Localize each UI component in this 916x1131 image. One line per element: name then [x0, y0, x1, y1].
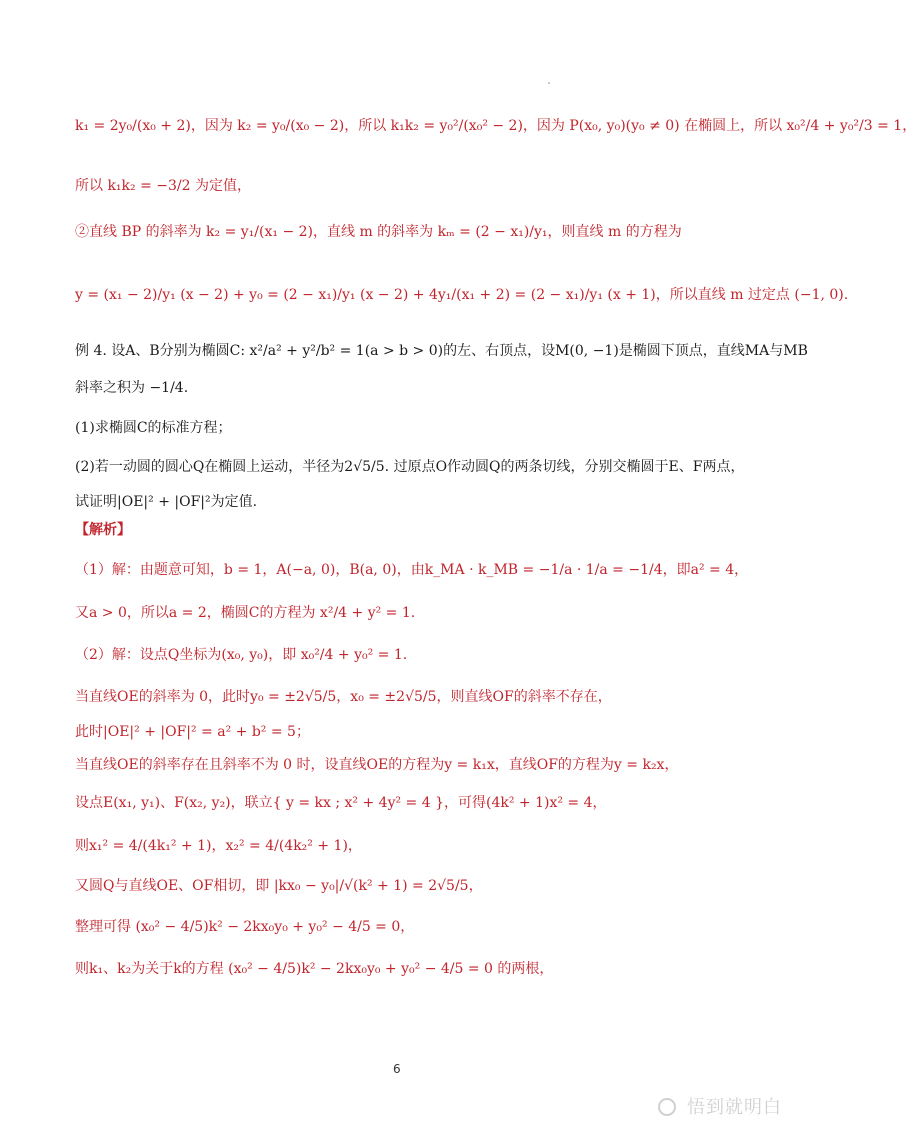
question-2-cont: 试证明|OE|² + |OF|²为定值.: [75, 494, 258, 510]
watermark: [658, 1093, 782, 1119]
example-4-statement-2: 斜率之积为 −1/4.: [75, 380, 189, 396]
solution-1-line-2: 又a > 0，所以a = 2，椭圆C的方程为 x²/4 + y² = 1.: [75, 605, 416, 621]
solution-1-line-1: （1）解：由题意可知，b = 1，A(−a, 0)，B(a, 0)，由k_MA · k_MB = −1/a · 1/a = −1/4，即a² = 4，: [75, 562, 749, 578]
page-number: 6: [393, 1062, 401, 1076]
solution-2-line-5: 设点E(x₁, y₁)、F(x₂, y₂)，联立{ y = kx ; x² + 4y² = 4 }，可得(4k² + 1)x² = 4，: [75, 795, 607, 811]
solution-2-line-9: 则k₁、k₂为关于k的方程 (x₀² − 4/5)k² − 2kx₀y₀ + y₀² − 4/5 = 0 的两根，: [75, 961, 554, 977]
solution-2-line-8: 整理可得 (x₀² − 4/5)k² − 2kx₀y₀ + y₀² − 4/5 = 0，: [75, 919, 415, 935]
solution-2-line-3: 此时|OE|² + |OF|² = a² + b² = 5；: [75, 724, 310, 740]
watermark-logo-icon: [658, 1098, 676, 1116]
example-4-statement: 例 4. 设A、B分别为椭圆C: x²/a² + y²/b² = 1(a > b > 0)的左、右顶点，设M(0, −1)是椭圆下顶点，直线MA与MB: [75, 343, 808, 359]
watermark-text: 悟到就明白: [687, 1097, 782, 1118]
stray-dot: [548, 82, 550, 84]
solution-2-line-1: （2）解：设点Q坐标为(x₀, y₀)，即 x₀²/4 + y₀² = 1.: [75, 647, 408, 663]
solution-2-line-7: 又圆Q与直线OE、OF相切，即 |kx₀ − y₀|/√(k² + 1) = 2√5/5，: [75, 878, 483, 894]
solution-2-line-2: 当直线OE的斜率为 0，此时y₀ = ±2√5/5，x₀ = ±2√5/5，则直线OF的斜率不存在，: [75, 689, 612, 705]
text-line-2: 所以 k₁k₂ = −3/2 为定值，: [75, 178, 251, 194]
question-1: (1)求椭圆C的标准方程；: [75, 420, 232, 436]
question-2: (2)若一动圆的圆心Q在椭圆上运动，半径为2√5/5. 过原点O作动圆Q的两条切线，分别交椭圆于E、F两点，: [75, 459, 745, 475]
text-line-4: y = (x₁ − 2)/y₁ (x − 2) + y₀ = (2 − x₁)/y₁ (x − 2) + 4y₁/(x₁ + 2) = (2 − x₁)/y₁ (x + 1)，所以直线 m 过定点 (−1, 0).: [75, 287, 849, 303]
text-line-1: k₁ = 2y₀/(x₀ + 2)，因为 k₂ = y₀/(x₀ − 2)，所以 k₁k₂ = y₀²/(x₀² − 2)，因为 P(x₀, y₀)(y₀ ≠ 0) 在椭圆上，所以 x₀²/4 + y₀²/3 = 1，: [75, 118, 916, 134]
text-line-3: ②直线 BP 的斜率为 k₂ = y₁/(x₁ − 2)，直线 m 的斜率为 kₘ = (2 − x₁)/y₁，则直线 m 的方程为: [75, 224, 682, 240]
solution-2-line-6: 则x₁² = 4/(4k₁² + 1)，x₂² = 4/(4k₂² + 1)，: [75, 838, 362, 854]
solution-2-line-4: 当直线OE的斜率存在且斜率不为 0 时，设直线OE的方程为y = k₁x，直线OF的方程为y = k₂x，: [75, 757, 679, 773]
analysis-heading: 【解析】: [75, 522, 131, 538]
